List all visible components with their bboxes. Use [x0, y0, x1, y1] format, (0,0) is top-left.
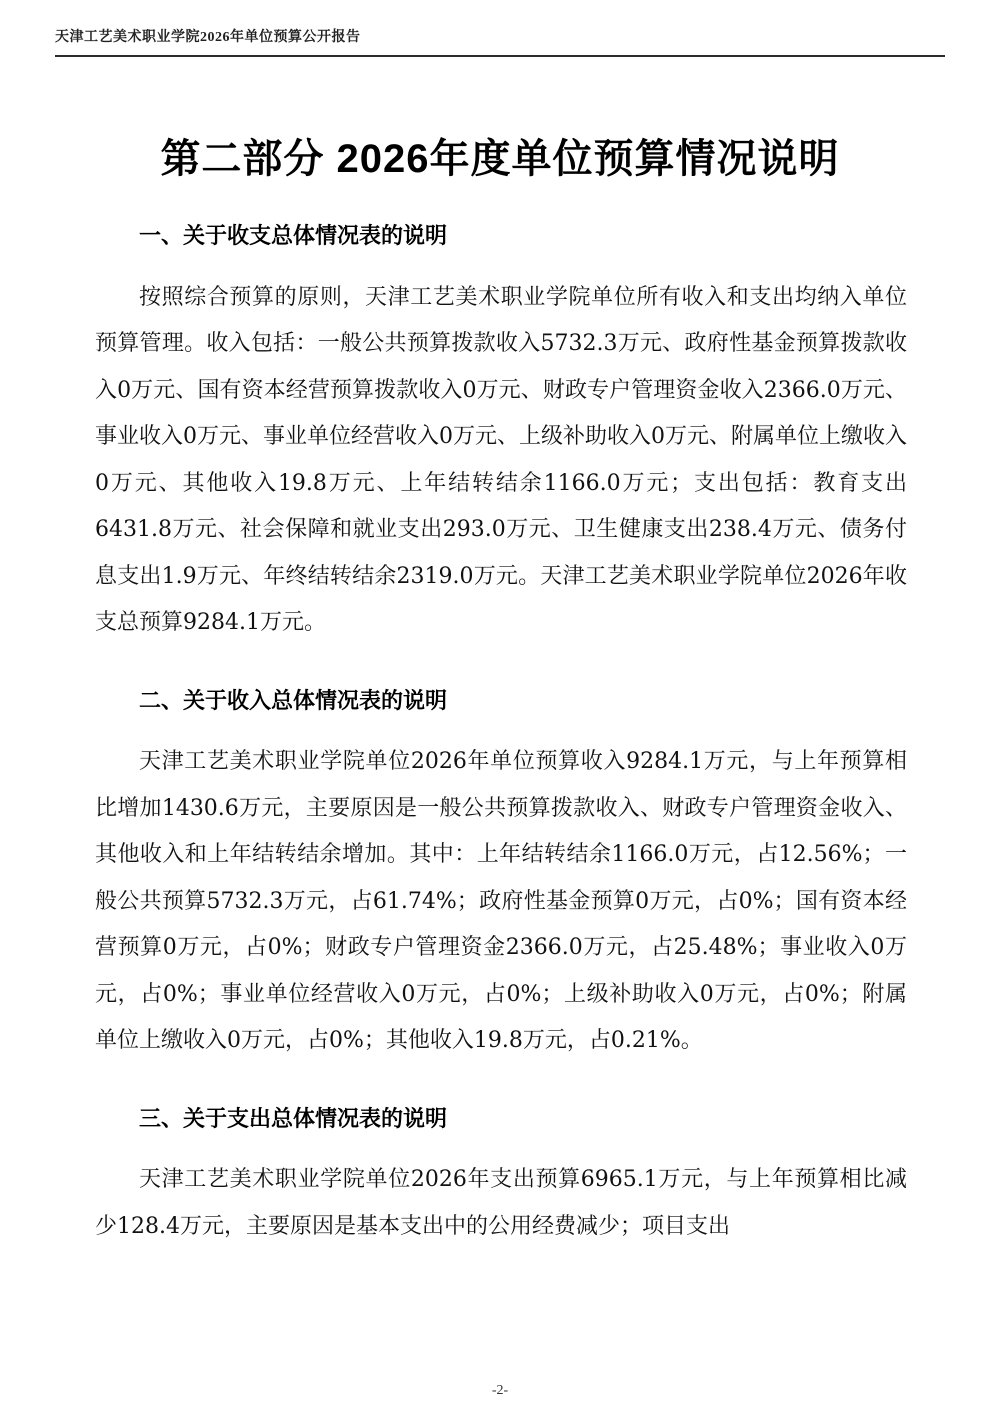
page-number: -2-	[491, 1383, 509, 1398]
section-heading-1: 一、关于收支总体情况表的说明	[139, 223, 448, 248]
section-paragraph-1: 按照综合预算的原则，天津工艺美术职业学院单位所有收入和支出均纳入单位预算管理。收入包括：一般公共预算拨款收入5732.3万元、政府性基金预算拨款收入0万元、国有资本经营预算拨款收入0万元、财政专户管理资金收入2366.0万元、事业收入0万元、事业单位经营收入0万元、上级补助收入0万元、附属单位上缴收入0万元、其他收入19.8万元、上年结转结余1166.0万元；支出包括：教育支出6431.8万元、社会保障和就业支出293.0万元、卫生健康支出238.4万元、债务付息支出1.9万元、年终结转结余2319.0万元。天津工艺美术职业学院单位2026年收支总预算9284.1万元。	[95, 284, 907, 636]
document-header-text: 天津工艺美术职业学院2026年单位预算公开报告	[55, 30, 361, 45]
section-heading-3: 三、关于支出总体情况表的说明	[139, 1105, 448, 1131]
document-header	[55, 26, 945, 57]
section-paragraph-3: 天津工艺美术职业学院单位2026年支出预算6965.1万元，与上年预算相比减少128.4万元，主要原因是基本支出中的公用经费减少；项目支出	[95, 1167, 907, 1239]
section-paragraph-2: 天津工艺美术职业学院单位2026年单位预算收入9284.1万元，与上年预算相比增加1430.6万元，主要原因是一般公共预算拨款收入、财政专户管理资金收入、其他收入和上年结转结余增加。其中：上年结转结余1166.0万元，占12.56%；一般公共预算5732.3万元，占61.74%；政府性基金预算0万元，占0%；国有资本经营预算0万元，占0%；财政专户管理资金2366.0万元，占25.48%；事业收入0万元，占0%；事业单位经营收入0万元，占0%；上级补助收入0万元，占0%；附属单位上缴收入0万元，占0%；其他收入19.8万元，占0.21%。	[95, 749, 907, 1054]
section-heading-2: 二、关于收入总体情况表的说明	[139, 687, 448, 713]
document-body	[95, 222, 907, 1250]
document-title: 第二部分 2026年度单位预算情况说明	[160, 136, 840, 181]
